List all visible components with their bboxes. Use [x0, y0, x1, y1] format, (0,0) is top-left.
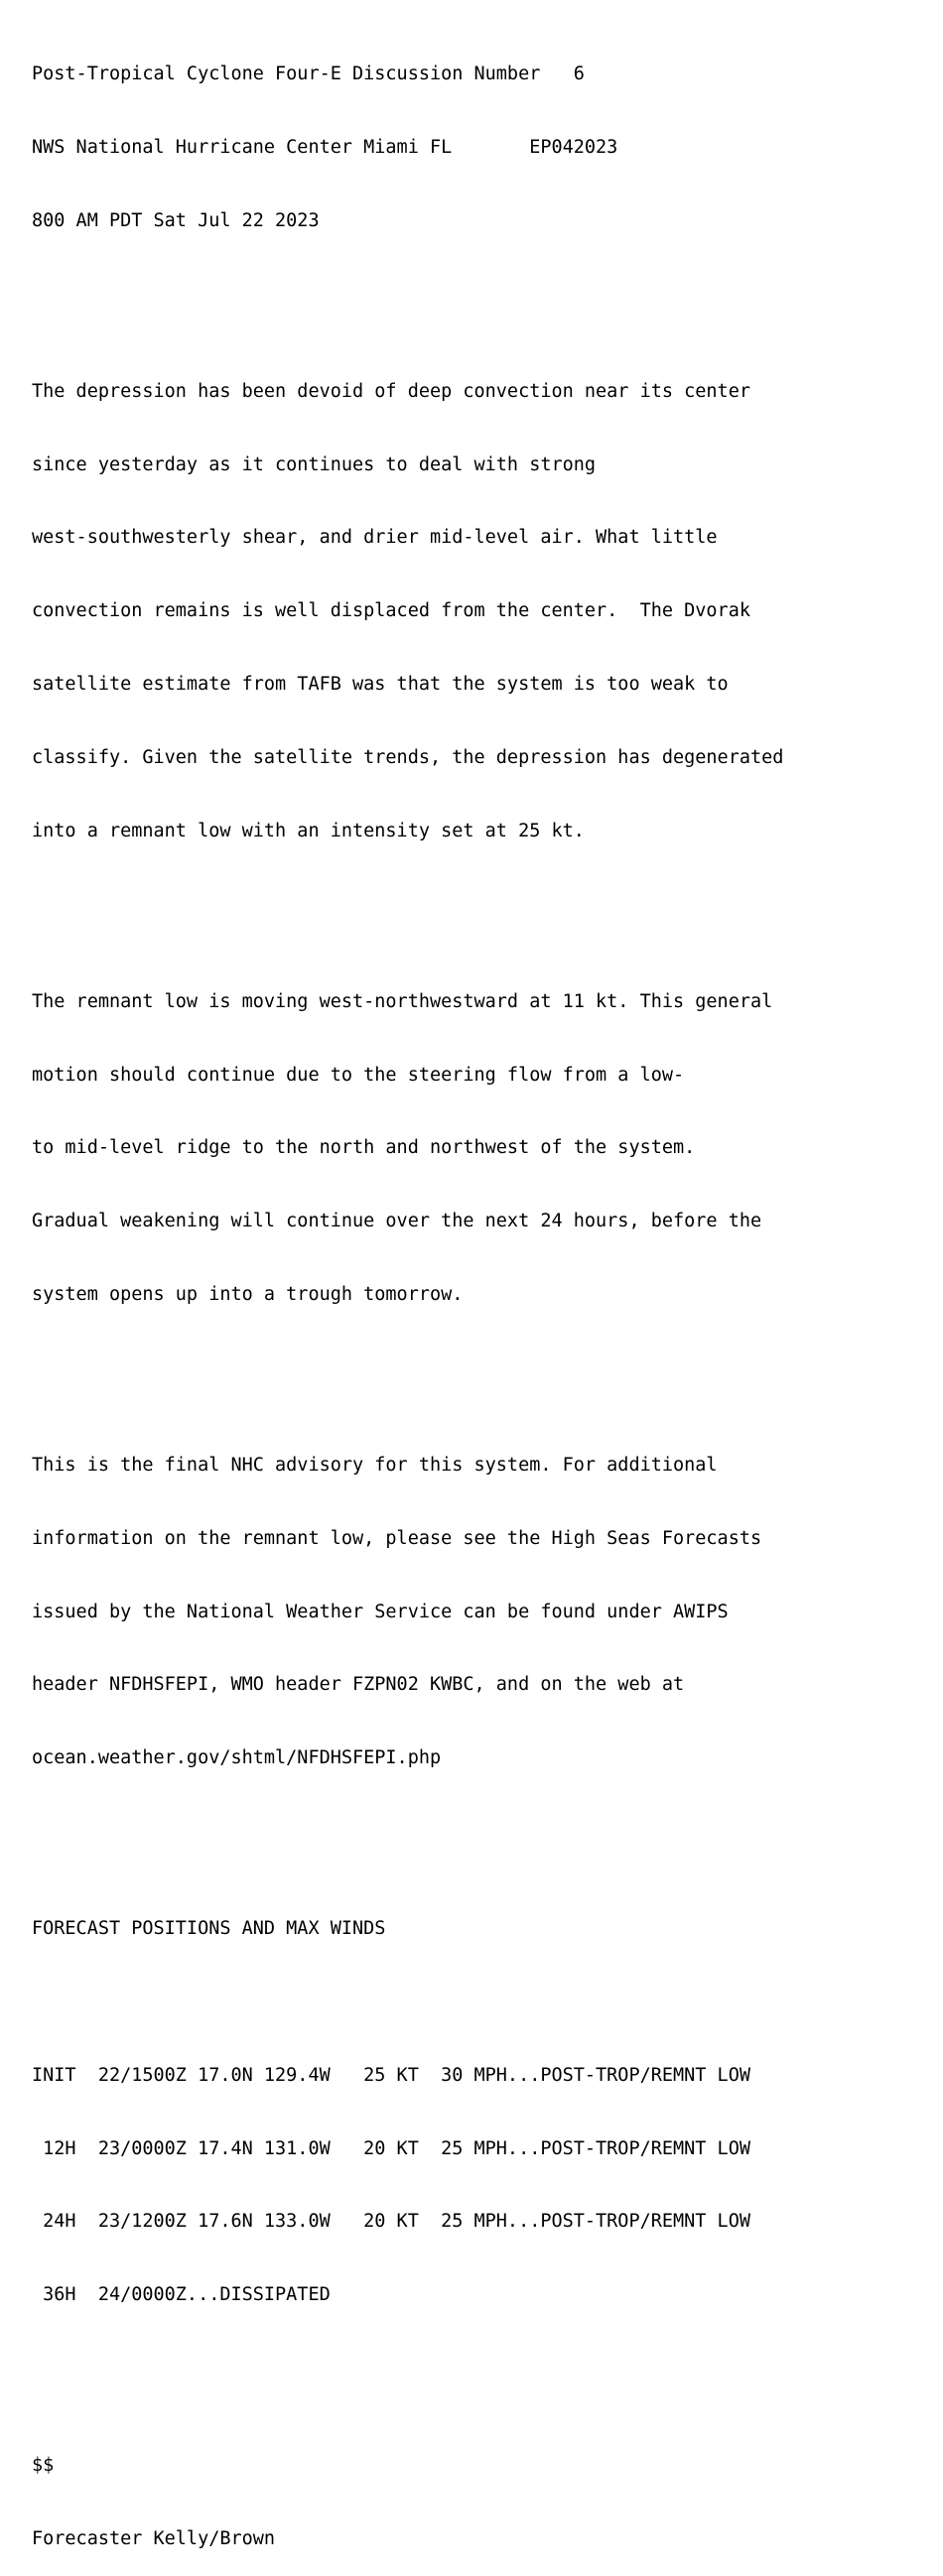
- header-timestamp: 800 AM PDT Sat Jul 22 2023: [32, 209, 320, 231]
- forecast-row-init: INIT 22/1500Z 17.0N 129.4W 25 KT 30 MPH...POST-TROP/REMNT LOW: [32, 2064, 750, 2086]
- blank-line: [32, 892, 943, 917]
- paragraph-2-line: motion should continue due to the steering flow from a low-: [32, 1064, 685, 1086]
- header-office: NWS National Hurricane Center Miami FL EP042023: [32, 136, 618, 158]
- paragraph-1-line: satellite estimate from TAFB was that the system is too weak to: [32, 674, 729, 696]
- paragraph-3-line: issued by the National Weather Service can be found under AWIPS: [32, 1601, 729, 1622]
- paragraph-2-line: to mid-level ridge to the north and northwest of the system.: [32, 1137, 696, 1159]
- paragraph-3-line: This is the final NHC advisory for this system. For additional: [32, 1455, 718, 1477]
- paragraph-1-line: convection remains is well displaced from the center. The Dvorak: [32, 600, 750, 622]
- paragraph-3-line: information on the remnant low, please see the High Seas Forecasts: [32, 1527, 762, 1549]
- blank-line: [32, 1820, 943, 1845]
- paragraph-1-line: west-southwesterly shear, and drier mid-level air. What little: [32, 527, 718, 549]
- forecast-heading: FORECAST POSITIONS AND MAX WINDS: [32, 1918, 386, 1940]
- end-marker: $$: [32, 2455, 55, 2477]
- forecast-row-36h: 36H 24/0000Z...DISSIPATED: [32, 2284, 331, 2306]
- blank-line: [32, 2357, 943, 2382]
- paragraph-2-line: system opens up into a trough tomorrow.: [32, 1283, 464, 1305]
- paragraph-1-line: classify. Given the satellite trends, the depression has degenerated: [32, 746, 784, 768]
- forecaster-signature: Forecaster Kelly/Brown: [32, 2528, 276, 2550]
- paragraph-3-line: header NFDHSFEPI, WMO header FZPN02 KWBC, and on the web at: [32, 1674, 685, 1696]
- paragraph-2-line: The remnant low is moving west-northwestward at 11 kt. This general: [32, 990, 773, 1012]
- header-title: Post-Tropical Cyclone Four-E Discussion Number 6: [32, 64, 585, 85]
- paragraph-3-line-url: ocean.weather.gov/shtml/NFDHSFEPI.php: [32, 1747, 442, 1769]
- forecast-row-12h: 12H 23/0000Z 17.4N 131.0W 20 KT 25 MPH...POST-TROP/REMNT LOW: [32, 2137, 750, 2159]
- blank-line: [32, 1356, 943, 1381]
- paragraph-1-line: into a remnant low with an intensity set at 25 kt.: [32, 820, 585, 841]
- paragraph-1-line: since yesterday as it continues to deal with strong: [32, 453, 597, 475]
- blank-line: [32, 283, 943, 308]
- paragraph-2-line: Gradual weakening will continue over the next 24 hours, before the: [32, 1211, 762, 1232]
- forecast-row-24h: 24H 23/1200Z 17.6N 133.0W 20 KT 25 MPH...POST-TROP/REMNT LOW: [32, 2211, 750, 2233]
- paragraph-1-line: The depression has been devoid of deep convection near its center: [32, 380, 750, 402]
- blank-line: [32, 1991, 943, 2015]
